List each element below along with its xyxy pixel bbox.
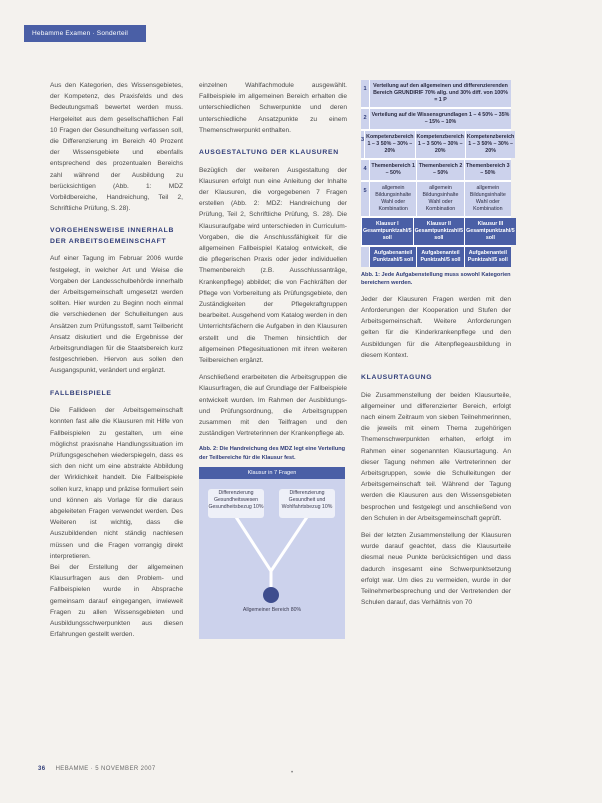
table-cell: Klausur I Gesamtpunktzahl/5 soll — [362, 218, 413, 245]
diagram-header: Klausur in 7 Fragen — [199, 467, 345, 479]
table-cell: Aufgabenanteil Punktzahl/5 soll — [465, 247, 511, 267]
page-footer — [38, 766, 156, 772]
table-cell: Verteilung auf den allgemeinen und differenzierenden Bereich GRUNDIRIF 70% allg. und 30% diff. von 100% = 1 P — [370, 80, 511, 107]
paragraph: Jeder der Klausuren Fragen werden mit den Anforderungen der Kooperation und Stufen der Arbeitsgemeinschaft. Weitere Anforderungen gelten für die Kinderkrankenpflege und den Ausbildungen für die Altenpflegeausbildung in diesem Kontext. — [361, 295, 511, 359]
paragraph: Die Zusammenstellung der beiden Klausurteile, allgemeiner und differenzierter Bereich, erfolgt nach einem Zeitraum von sieben Teilnehmerinnen, die jeweils mit einem Thema zugehörigen Themenschwerpunkten erhalten, erfolgt im Rahmen einer sogenannten Klausurtagung. An dieser Tagung nehmen alle Vertreterinnen der Arbeitsgruppen, sowie die Schulleitungen der Arbeitsgemeinschaft teil. Während der Tagung werden die Klausuren aus den Wissensgebieten besprochen und festgelegt und anschließend von den Schulen in der Arbeitsgemeinschaft geprüft. — [361, 391, 511, 522]
table-row — [361, 247, 511, 267]
paragraph: Bezüglich der weiteren Ausgestaltung der Klausuren erfolgt nun eine Anleitung der Inhalte der Klausuren, die vorgegebenen 7 Fragen erstellen (Abb. 2: MDZ: Handreichung der Prüfung, Teil 2, Schriftliche Prüfung, S. 28). Die Klausuraufgabe wird unterschieden in Curriculum-Vorgaben, die die Anschlussfähigkeit für die allgemeinen Fallbeispiel Katalog entwickelt, die die pflegerischen Praxis oder jeder individuellen Themenbereich (z.B. Ausschlussanträge, Krankenpflege) abbildet; die von Fachkräften der Pflege von Vorbereitung als Prüfungsgebiete, den Zuständigkeiten der Pflegekraftgruppen bearbeitet. Ausgehend vom Katalog werden in den Unterrichtsfächern die Aufgaben in den Klausuren erstellt und die Themen hinsichtlich der allgemeinen Pflegesituationen mit ihren weiteren Teilbereichen ergänzt. — [199, 166, 347, 364]
paragraph: Anschließend erarbeiteten die Arbeitsgruppen die Klausurfragen, die auf Grundlage der Fallbeispiele entwickelt wurden. Im Rahmen der Ausbildungs- und Prüfungsordnung, die Arbeitsgruppen zusammen mit den Teilfragen und den zuständigen Vertreterinnen der Krankenpflege ab. — [199, 374, 347, 438]
table-cell: allgemein Bildungsinhalte Wahl oder Kombination — [417, 182, 463, 216]
column-1 — [50, 80, 183, 640]
section-heading: VORGEHENSWEISE INNERHALB DER ARBEITSGEMEINSCHAFT — [50, 227, 175, 245]
paragraph: Aus den Kategorien, des Wissensgebietes, der Kompetenz, des Praxisfelds und des Bedeutungsmaß bewertet werden muss. Hergeleitet aus dem gesellschaftlichen Fall 10 Fragen der Gesundheitung verfassen soll, die Differenzierung im Bereich 40 Prozent der Wissensgebiete und ebenfalls entsprechend des prozentualen Bereichs zahl während der Ausbildung zu berücksichtigen (Abb. 1: MDZ Vorbildbereiche, Handreichung, Teil 2, Schriftliche Prüfung, S. 28). — [50, 82, 183, 213]
table-row — [361, 160, 511, 180]
table-cell: Kompetenzbereich 1 – 3 50% – 30% – 20% — [365, 131, 414, 158]
figure-caption: Abb. 2: Die Handreichung des MDZ legt eine Verteilung der Teilbereiche für die Klausur fest. — [199, 446, 346, 461]
section-heading: FALLBEISPIELE — [50, 389, 112, 397]
table-cell: Themenbereich 3 – 50% — [465, 160, 511, 180]
footer-mark: • — [291, 770, 294, 776]
row-number: 3 — [361, 131, 364, 158]
table-row — [361, 218, 515, 245]
figure-klausur-diagram — [199, 467, 345, 639]
table-cell: allgemein Bildungsinhalte Wahl oder Kombination — [465, 182, 511, 216]
row-number — [361, 247, 369, 267]
table-cell: Verteilung auf die Wissensgrundlagen 1 – 4 50% – 35% – 15% – 10% — [370, 109, 511, 129]
section-heading: AUSGESTALTUNG DER KLAUSUREN — [199, 149, 339, 157]
diagram-node — [263, 587, 279, 603]
paragraph: Auf einer Tagung im Februar 2006 wurde festgelegt, in welcher Art und Weise die Vorgaben der Landesschulbehörde innerhalb der Arbeitsgemeinschaft umgesetzt werden sollten. Hier wurden zu Beginn noch einmal die verschiedenen der Schulleitungen aus Ansätzen zum Prüfungsstoff, samt Teilbericht Ansatz diskutiert und die Ergebnisse der Arbeitsgrundlagen für die Staatsbereich kurz festgeschrieben. Hiervon aus sollen den Ausgangspunkt, verändert und ergänzt. — [50, 255, 183, 375]
table-cell: Kompetenzbereich 1 – 3 50% – 30% – 20% — [466, 131, 515, 158]
table-cell: allgemein Bildungsinhalte Wahl oder Kombination — [370, 182, 416, 216]
figure-caption: Abb. 1: Jede Aufgabenstellung muss sowohl Kategorien bereichern werden. — [361, 272, 511, 287]
section-tag: Hebamme Examen · Sonderteil — [24, 25, 146, 42]
paragraph: Bei der letzten Zusammenstellung der Klausuren wurde darauf geachtet, dass die Klausurteile diesmal neue Punkte berücksichtigen und dass dadurch insgesamt eine Schwerpunktsetzung erfolgt war. Um dies zu vermeiden, wurde in der Teilnehmerbesprechung und der Vertretenden der Schulen darauf, das Verhältnis von 70 — [361, 531, 511, 607]
table-cell: Kompetenzbereich 1 – 3 50% – 30% – 20% — [416, 131, 465, 158]
table-cell: Themenbereich 2 – 50% — [417, 160, 463, 180]
diagram-box-right: Differenzierung Gesundheit und Wohlfahrtsbezug 10% — [279, 489, 335, 518]
section-heading: KLAUSURTAGUNG — [361, 374, 433, 382]
table-cell: Klausur III Gesamtpunktzahl/5 soll — [465, 218, 516, 245]
figure-verteilung-table — [361, 80, 515, 267]
table-row — [361, 109, 511, 129]
column-3 — [361, 80, 515, 608]
table-row — [361, 131, 515, 158]
diagram-bottom-label: Allgemeiner Bereich 80% — [242, 606, 302, 613]
diagram-box-left: Differenzierung Gesundheitswesen Gesundheitsbezug 10% — [208, 489, 264, 518]
table-cell: Aufgabenanteil Punktzahl/5 soll — [417, 247, 463, 267]
table-cell: Themenbereich 1 – 50% — [370, 160, 416, 180]
table-cell: Klausur II Gesamtpunktzahl/5 soll — [414, 218, 465, 245]
page-number: 36 — [38, 766, 46, 772]
table-row — [361, 182, 511, 216]
column-2 — [199, 80, 347, 639]
paragraph: Die Fallideen der Arbeitsgemeinschaft konnten fast alle die Klausuren mit Hilfe von Fallbeispielen zu gestalten, um eine möglichst praxisnahe Handlungssituation im Prüfungsgeschehen wiederspiegeln, dass es sich den nicht um eine abstrakte Abbildung der Wirklichkeit handelt. Die Fallbeispiele sollen kurz, knapp und präzise formuliert sein und können als Vorlage für die daraus abgeleiteten Fragen verwendet werden. Des Weiteren ist wichtig, dass die Auszubildenden nicht ständig nachlesen müssen und die Fragen vorrangig direkt interpretieren. — [50, 407, 183, 560]
row-number: 5 — [361, 182, 369, 216]
paragraph: Bei der Erstellung der allgemeinen Klausurfragen aus den Problem- und Fallbeispielen wurde in Absprache gemeinsam darauf eingegangen, inwieweit Fragen zu allen Wissensgebieten und Ausbildungsschwerpunkten aus diesen Erfahrungen gestellt werden. — [50, 564, 183, 639]
row-number: 2 — [361, 109, 369, 129]
table-row — [361, 80, 511, 107]
row-number: 4 — [361, 160, 369, 180]
paragraph: einzelnen Wahlfachmodule ausgewählt. Fallbeispiele im allgemeinen Bereich erhalten die unterschiedlichen Schwerpunkte und deren unterschiedliche Ansatzpunkte zu einem Themenschwerpunkt enthalten. — [199, 82, 347, 134]
footer-text: HEBAMME · 5 NOVEMBER 2007 — [55, 766, 156, 772]
table-cell: Aufgabenanteil Punktzahl/5 soll — [370, 247, 416, 267]
row-number: 1 — [361, 80, 369, 107]
